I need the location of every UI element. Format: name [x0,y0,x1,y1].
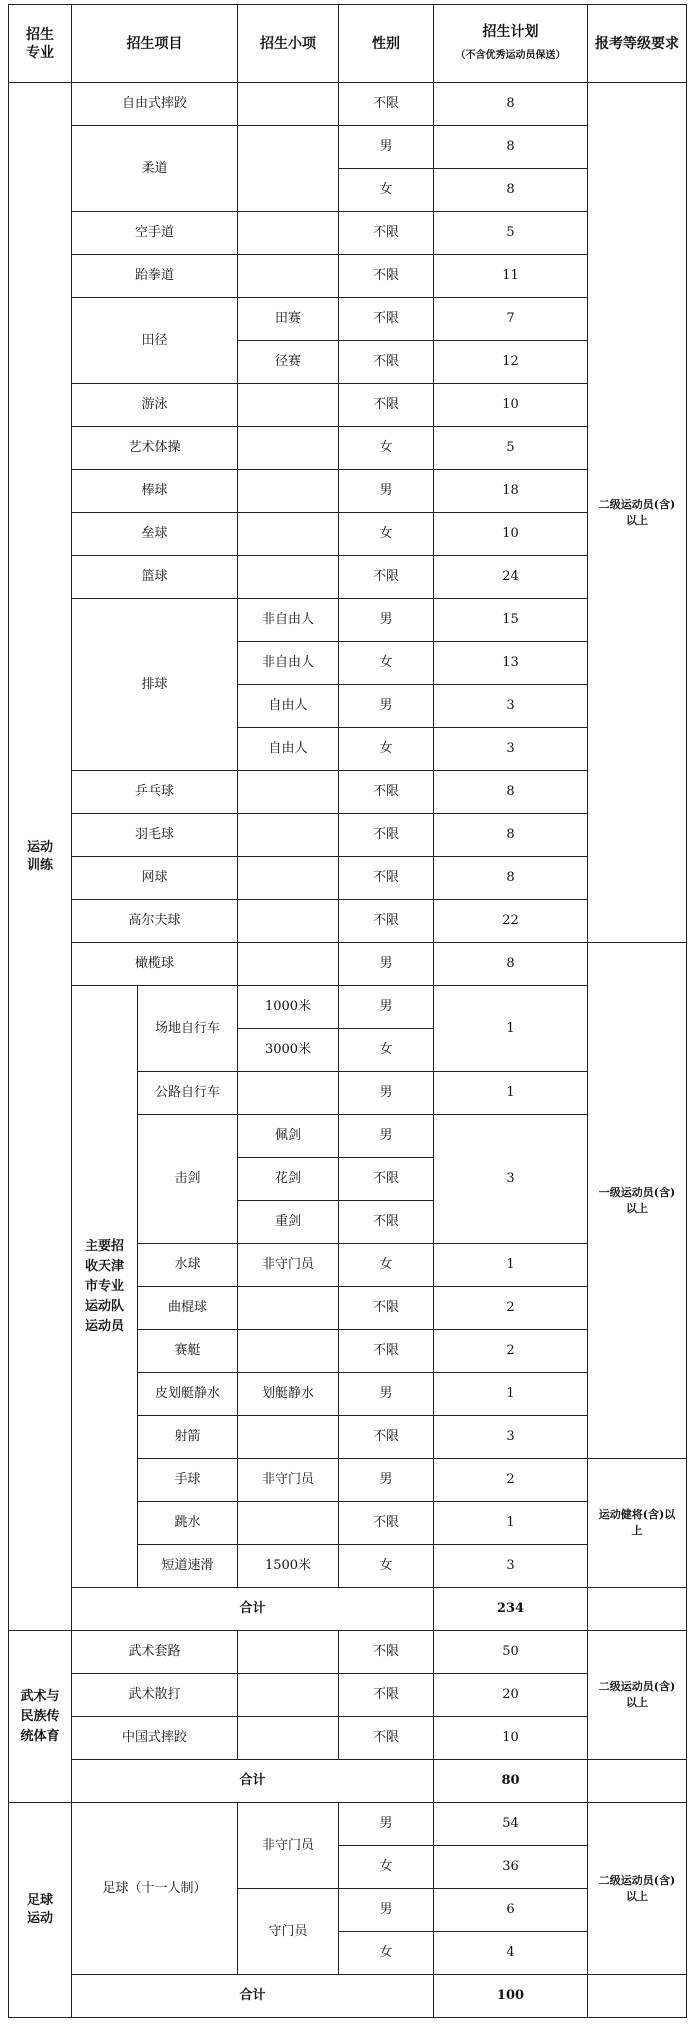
gender-cell: 男 [339,1459,434,1502]
plan-cell: 3 [434,1416,588,1459]
plan-cell: 8 [434,814,588,857]
header-gender: 性别 [339,5,434,83]
gender-cell: 男 [339,1115,434,1158]
plan-cell: 5 [434,427,588,470]
plan-cell: 11 [434,255,588,298]
header-major: 招生 专业 [9,5,72,83]
subitem-cell [238,427,339,470]
gender-cell: 男 [339,599,434,642]
project-cell: 短道速滑 [138,1545,238,1588]
plan-cell: 3 [434,728,588,771]
requirement-cell [588,1588,687,1631]
project-cell: 垒球 [72,513,238,556]
subitem-cell: 1500米 [238,1545,339,1588]
plan-cell: 50 [434,1631,588,1674]
table-row [9,212,687,255]
total-label: 合计 [72,1975,434,2018]
gender-cell: 女 [339,1029,434,1072]
requirement-cell [588,1760,687,1803]
plan-cell: 8 [434,126,588,169]
plan-cell: 2 [434,1287,588,1330]
subitem-cell [238,1717,339,1760]
total-row [9,1975,687,2018]
project-cell: 排球 [72,599,238,771]
gender-cell: 女 [339,169,434,212]
plan-cell: 22 [434,900,588,943]
plan-cell: 10 [434,1717,588,1760]
requirement-cell [588,1975,687,2018]
project-cell: 足球（十一人制） [72,1803,238,1975]
gender-cell: 不限 [339,814,434,857]
project-cell: 场地自行车 [138,986,238,1072]
gender-cell: 男 [339,1889,434,1932]
plan-cell: 3 [434,685,588,728]
gender-cell: 不限 [339,1674,434,1717]
subitem-cell: 1000米 [238,986,339,1029]
plan-cell: 2 [434,1459,588,1502]
requirement-cell: 二级运动员(含) 以上 [588,83,687,943]
table-row [9,771,687,814]
plan-cell: 1 [434,986,588,1072]
subitem-cell: 非守门员 [238,1459,339,1502]
plan-cell: 2 [434,1330,588,1373]
header-project: 招生项目 [72,5,238,83]
subitem-cell: 重剑 [238,1201,339,1244]
gender-cell: 不限 [339,771,434,814]
table-row [9,427,687,470]
subitem-cell: 划艇静水 [238,1373,339,1416]
subitem-cell [238,470,339,513]
subitem-cell [238,556,339,599]
gender-cell: 不限 [339,1717,434,1760]
subitem-cell: 佩剑 [238,1115,339,1158]
project-cell: 自由式摔跤 [72,83,238,126]
project-cell: 水球 [138,1244,238,1287]
table-row [9,900,687,943]
subitem-cell [238,943,339,986]
project-cell: 空手道 [72,212,238,255]
tianjin-group-cell: 主要招 收天津 市专业 运动队 运动员 [72,986,138,1588]
table-row [9,255,687,298]
total-row [9,1588,687,1631]
total-value: 234 [434,1588,588,1631]
subitem-cell [238,126,339,212]
total-value: 100 [434,1975,588,2018]
subitem-cell [238,83,339,126]
subitem-cell [238,1674,339,1717]
gender-cell: 不限 [339,1287,434,1330]
plan-cell: 6 [434,1889,588,1932]
project-cell: 艺术体操 [72,427,238,470]
plan-cell: 18 [434,470,588,513]
plan-cell: 10 [434,513,588,556]
table-row [9,943,687,986]
subitem-cell: 非自由人 [238,599,339,642]
header-plan-note: （不含优秀运动员保送） [455,49,566,61]
total-label: 合计 [72,1760,434,1803]
gender-cell: 不限 [339,384,434,427]
plan-cell: 5 [434,212,588,255]
project-cell: 跆拳道 [72,255,238,298]
project-cell: 皮划艇静水 [138,1373,238,1416]
subitem-cell: 守门员 [238,1889,339,1975]
subitem-cell [238,255,339,298]
gender-cell: 男 [339,1803,434,1846]
project-cell: 游泳 [72,384,238,427]
subitem-cell: 非自由人 [238,642,339,685]
gender-cell: 不限 [339,900,434,943]
gender-cell: 女 [339,1846,434,1889]
header-subitem: 招生小项 [238,5,339,83]
plan-cell: 20 [434,1674,588,1717]
requirement-cell: 二级运动员(含) 以上 [588,1803,687,1975]
subitem-cell: 非守门员 [238,1244,339,1287]
major-training: 运动 训练 [9,83,72,1631]
total-row [9,1760,687,1803]
project-cell: 羽毛球 [72,814,238,857]
project-cell: 击剑 [138,1115,238,1244]
table-row [9,599,687,642]
total-label: 合计 [72,1588,434,1631]
plan-cell: 4 [434,1932,588,1975]
gender-cell: 女 [339,642,434,685]
subitem-cell [238,384,339,427]
gender-cell: 女 [339,427,434,470]
subitem-cell [238,857,339,900]
table-row [9,1803,687,1846]
gender-cell: 女 [339,1244,434,1287]
project-cell: 乒乓球 [72,771,238,814]
project-cell: 中国式摔跤 [72,1717,238,1760]
gender-cell: 不限 [339,857,434,900]
gender-cell: 男 [339,126,434,169]
gender-cell: 女 [339,1932,434,1975]
plan-cell: 1 [434,1072,588,1115]
gender-cell: 不限 [339,83,434,126]
table-row [9,556,687,599]
plan-cell: 36 [434,1846,588,1889]
project-cell: 橄榄球 [72,943,238,986]
subitem-cell [238,1416,339,1459]
plan-cell: 8 [434,943,588,986]
plan-cell: 15 [434,599,588,642]
gender-cell: 不限 [339,341,434,384]
table-row [9,986,687,1029]
table-row [9,83,687,126]
subitem-cell [238,1072,339,1115]
plan-cell: 3 [434,1115,588,1244]
plan-cell: 24 [434,556,588,599]
subitem-cell: 自由人 [238,728,339,771]
table-row [9,470,687,513]
subitem-cell [238,1330,339,1373]
requirement-cell: 一级运动员(含) 以上 [588,943,687,1459]
gender-cell: 不限 [339,1201,434,1244]
plan-cell: 13 [434,642,588,685]
gender-cell: 女 [339,513,434,556]
project-cell: 武术散打 [72,1674,238,1717]
header-plan-title: 招生计划 [482,23,539,40]
header-plan [434,5,588,83]
enrollment-plan-table [8,4,687,2018]
subitem-cell: 3000米 [238,1029,339,1072]
subitem-cell [238,814,339,857]
plan-cell: 8 [434,169,588,212]
gender-cell: 不限 [339,1631,434,1674]
subitem-cell [238,1502,339,1545]
project-cell: 篮球 [72,556,238,599]
subitem-cell [238,900,339,943]
subitem-cell: 田赛 [238,298,339,341]
plan-cell: 8 [434,83,588,126]
gender-cell: 不限 [339,298,434,341]
major-football: 足球 运动 [9,1803,72,2018]
project-cell: 公路自行车 [138,1072,238,1115]
table-row [9,513,687,556]
subitem-cell [238,1631,339,1674]
project-cell: 手球 [138,1459,238,1502]
gender-cell: 男 [339,685,434,728]
subitem-cell: 径赛 [238,341,339,384]
project-cell: 网球 [72,857,238,900]
requirement-cell: 运动健将(含)以 上 [588,1459,687,1588]
table-row [9,384,687,427]
gender-cell: 不限 [339,1330,434,1373]
plan-cell: 1 [434,1502,588,1545]
gender-cell: 不限 [339,556,434,599]
gender-cell: 男 [339,470,434,513]
subitem-cell [238,212,339,255]
plan-cell: 3 [434,1545,588,1588]
table-row [9,298,687,341]
subitem-cell [238,1287,339,1330]
project-cell: 赛艇 [138,1330,238,1373]
gender-cell: 男 [339,943,434,986]
table-row [9,1631,687,1674]
plan-cell: 54 [434,1803,588,1846]
table-row [9,857,687,900]
total-value: 80 [434,1760,588,1803]
project-cell: 曲棍球 [138,1287,238,1330]
subitem-cell [238,771,339,814]
gender-cell: 男 [339,986,434,1029]
major-wushu: 武术与 民族传 统体育 [9,1631,72,1803]
plan-cell: 7 [434,298,588,341]
gender-cell: 不限 [339,255,434,298]
gender-cell: 不限 [339,1158,434,1201]
project-cell: 高尔夫球 [72,900,238,943]
gender-cell: 男 [339,1072,434,1115]
plan-cell: 8 [434,771,588,814]
project-cell: 棒球 [72,470,238,513]
gender-cell: 女 [339,728,434,771]
gender-cell: 不限 [339,1502,434,1545]
table-row [9,126,687,169]
header-requirement: 报考等级要求 [588,5,687,83]
plan-cell: 8 [434,857,588,900]
subitem-cell: 非守门员 [238,1803,339,1889]
gender-cell: 女 [339,1545,434,1588]
table-row [9,1717,687,1760]
subitem-cell [238,513,339,556]
project-cell: 武术套路 [72,1631,238,1674]
plan-cell: 10 [434,384,588,427]
table-header-row [9,5,687,83]
project-cell: 柔道 [72,126,238,212]
plan-cell: 1 [434,1244,588,1287]
subitem-cell: 花剑 [238,1158,339,1201]
subitem-cell: 自由人 [238,685,339,728]
project-cell: 射箭 [138,1416,238,1459]
requirement-cell: 二级运动员(含) 以上 [588,1631,687,1760]
gender-cell: 不限 [339,212,434,255]
plan-cell: 1 [434,1373,588,1416]
gender-cell: 男 [339,1373,434,1416]
table-row [9,814,687,857]
project-cell: 跳水 [138,1502,238,1545]
gender-cell: 不限 [339,1416,434,1459]
plan-cell: 12 [434,341,588,384]
table-row [9,1674,687,1717]
project-cell: 田径 [72,298,238,384]
